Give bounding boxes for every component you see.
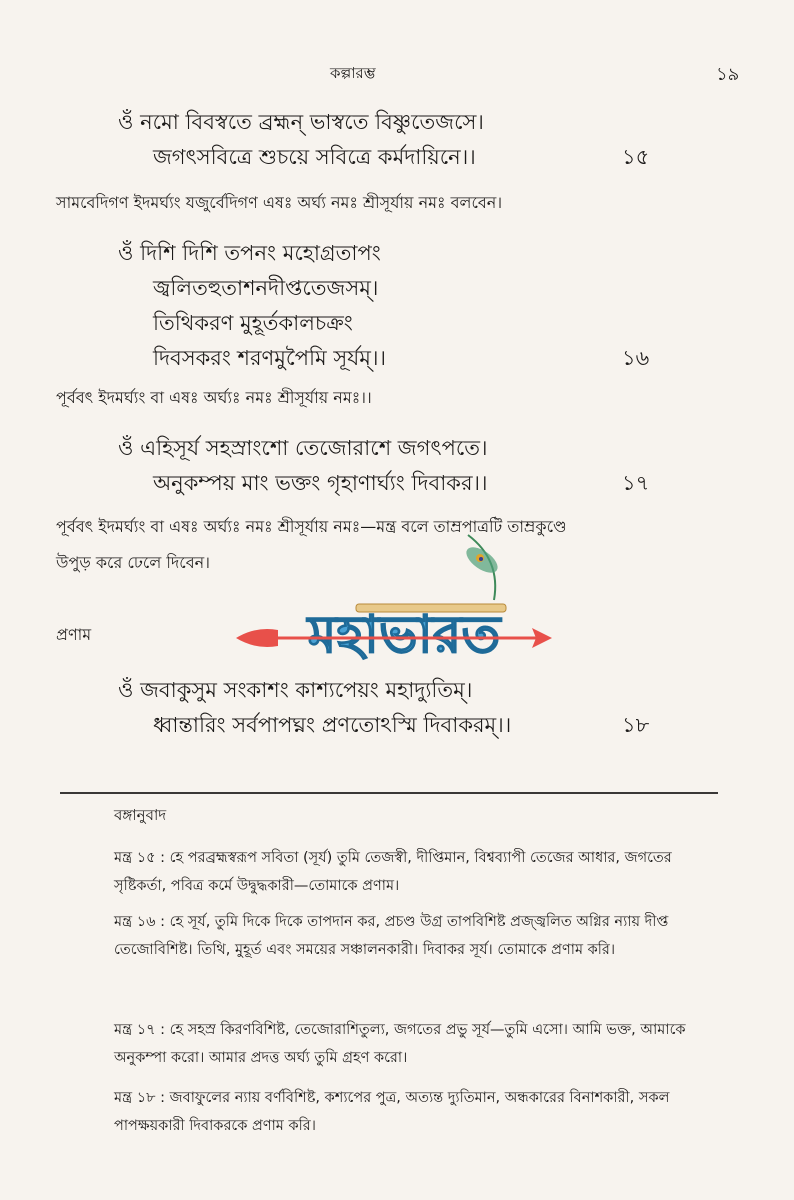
verse-line: ওঁ এহিসূর্য সহস্রাংশো তেজোরাশে জগৎপতে। <box>118 436 488 460</box>
verse-line: ওঁ জবাকুসুম সংকাশং কাশ্যপেয়ং মহাদ্যুতিম্। <box>118 678 473 702</box>
note-label: মন্ত্র ১৮ : <box>114 1090 166 1106</box>
instruction-text: পূর্ববৎ ইদমর্ঘ্যং বা এষঃ অর্ঘ্যঃ নমঃ শ্রীসূর্যায় নমঃ—মন্ত্র বলে তাম্রপাত্রটি তাম্রকুণ্ডে <box>56 517 567 536</box>
translation-note <box>114 844 714 900</box>
note-text: জবাফুলের ন্যায় বর্ণবিশিষ্ট, কশ্যপের পুত্র, অত্যন্ত দ্যুতিমান, অন্ধকারের বিনাশকারী, সকল পাপক্ষয়কারী দিবাকরকে প্রণাম করি। <box>114 1090 670 1134</box>
instruction-text: সামবেদিগণ ইদমর্ঘ্যং যজুর্বেদিগণ এষঃ অর্ঘ্য নমঃ শ্রীসূর্যায় নমঃ বলবেন। <box>56 193 503 212</box>
arrow-feather-icon <box>236 629 278 647</box>
instruction-text: পূর্ববৎ ইদমর্ঘ্যং বা এষঃ অর্ঘ্যঃ নমঃ শ্রীসূর্যায় নমঃ।। <box>56 388 372 407</box>
pranam-heading: প্রণাম <box>56 625 92 644</box>
running-title: কল্পারম্ভ <box>330 64 376 82</box>
verse-line: দিবসকরং শরণমুপৈমি সূর্যম্।। <box>153 346 386 370</box>
verse-line: জ্বলিতহুতাশনদীপ্ততেজসম্। <box>153 276 379 300</box>
verse-line: জগৎসবিত্রে শুচয়ে সবিত্রে কর্মদায়িনে।। <box>153 145 476 169</box>
note-label: মন্ত্র ১৭ : <box>114 1022 166 1038</box>
instruction-text: উপুড় করে ঢেলে দিবেন। <box>56 553 210 572</box>
verse-line: ওঁ দিশি দিশি তপনং মহোগ্রতাপং <box>118 241 381 265</box>
translation-note <box>114 1016 714 1072</box>
verse-number: ১৭ <box>622 471 650 495</box>
note-text: হে পরব্রহ্মস্বরূপ সবিতা (সূর্য) তুমি তেজস্বী, দীপ্তিমান, বিশ্বব্যাপী তেজের আধার, জগতের সৃষ্টিকর্তা, পবিত্র কর্মে উদ্বুদ্ধকারী—তোমাকে প্রণাম। <box>114 850 672 894</box>
verse-line: ওঁ নমো বিবস্বতে ব্রহ্মন্ ভাস্বতে বিষ্ণুতেজসে। <box>118 110 484 134</box>
footnote-divider <box>60 792 718 794</box>
note-text: হে সহস্র কিরণবিশিষ্ট, তেজোরাশিতুল্য, জগতের প্রভু সূর্য—তুমি এসো। আমি ভক্ত, আমাকে অনুকম্পা করো। আমার প্রদত্ত অর্ঘ্য তুমি গ্রহণ করো। <box>114 1022 686 1066</box>
verse-number: ১৮ <box>622 713 650 737</box>
mahabharat-logo-watermark <box>236 530 552 680</box>
note-label: মন্ত্র ১৫ : <box>114 850 166 866</box>
verse-line: অনুকম্পয় মাং ভক্তং গৃহাণার্ঘ্যং দিবাকর।। <box>153 471 488 495</box>
verse-number: ১৫ <box>622 145 650 169</box>
translation-heading: বঙ্গানুবাদ <box>114 806 167 824</box>
page-number: ১৯ <box>716 64 740 85</box>
verse-number: ১৬ <box>622 346 650 370</box>
translation-note <box>114 1084 714 1140</box>
note-label: মন্ত্র ১৬ : <box>114 914 166 930</box>
note-text: হে সূর্য, তুমি দিকে দিকে তাপদান কর, প্রচণ্ড উগ্র তাপবিশিষ্ট প্রজ্জ্বলিত অগ্নির ন্যায় দীপ্ত তেজোবিশিষ্ট। তিথি, মুহূর্ত এবং সময়ের সঞ্চালনকারী। দিবাকর সূর্য। তোমাকে প্রণাম করি। <box>114 914 669 958</box>
translation-note <box>114 908 714 964</box>
peacock-feather-icon <box>462 535 502 600</box>
verse-line: ধ্বান্তারিং সর্বপাপঘ্নং প্রণতোঽস্মি দিবাকরম্।। <box>153 713 512 737</box>
logo-text: মহাভারত <box>307 605 501 665</box>
verse-line: তিথিকরণ মুহূর্তকালচক্রং <box>153 311 353 335</box>
